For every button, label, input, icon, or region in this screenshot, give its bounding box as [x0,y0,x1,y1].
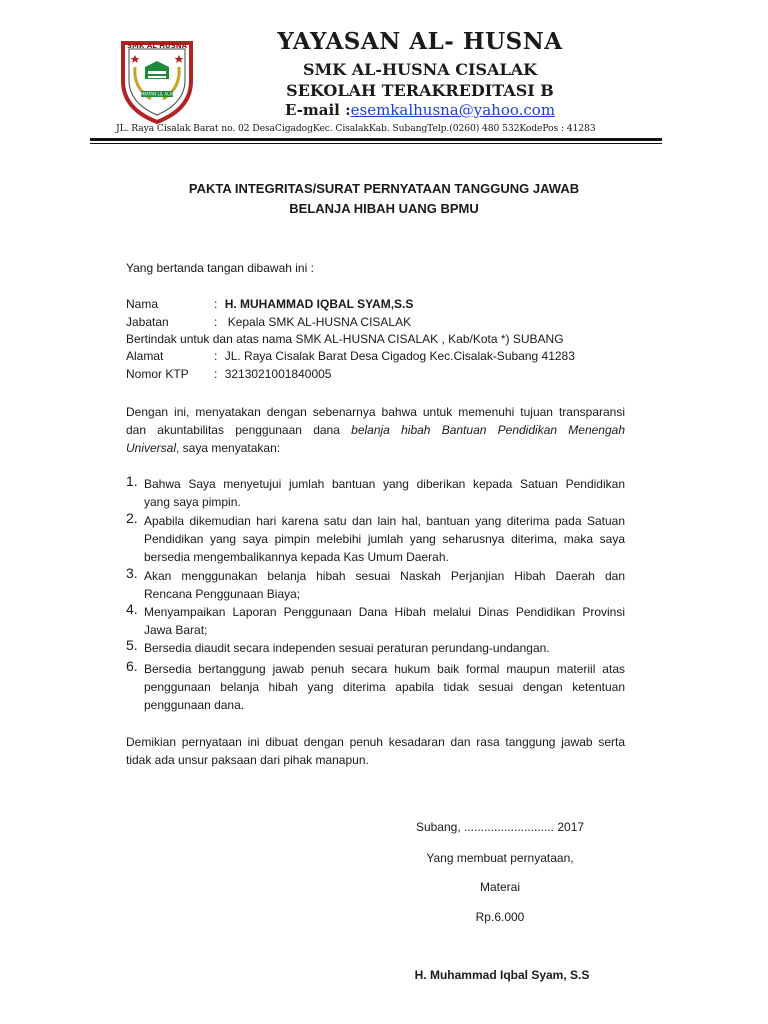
list-item: Bersedia bertanggung jawab penuh secara hukum baik formal maupun materiil atas penggunaan belanja hibah yang diterima apabila tidak sesuai dengan ketentuan penggunaan dana. [144,662,625,712]
email-label: E-mail : [284,101,351,119]
statement-line-2: dan akuntabilitas penggunaan dana belanja hibah Bantuan Pendidikan Menengah [126,423,625,437]
list-item: Bahwa Saya menyetujui jumlah bantuan yang diberikan kepada Satuan Pendidikan yang saya pimpin. [144,477,625,509]
intro-text: Yang bertanda tangan dibawah ini : [126,261,314,275]
document-title: PAKTA INTEGRITAS/SURAT PERNYATAAN TANGGUNG JAWAB [188,181,580,196]
email-line [200,101,640,119]
item-number: 1. [126,473,138,489]
colon: : [214,297,218,311]
name-row [214,295,413,313]
colon: : [214,349,218,363]
school-logo [115,33,199,125]
school-name: SMK AL-HUSNA CISALAK [302,60,538,79]
acting-line: Bertindak untuk dan atas nama SMK AL-HUSNA CISALAK , Kab/Kota *) SUBANG [126,332,564,346]
svg-text:RAHMATAN LIL ALAMIN: RAHMATAN LIL ALAMIN [134,91,180,97]
item-number: 5. [126,637,138,653]
item-number: 6. [126,658,138,674]
foundation-name: YAYASAN AL- HUSNA [277,28,563,55]
email-link[interactable]: esemkalhusna@yahoo.com [350,101,556,119]
list-item: Bersedia diaudit secara independen sesuai peraturan perundang-undangan. [144,641,550,655]
list-item: Akan menggunakan belanja hibah sesuai Naskah Perjanjian Hibah Daerah dan Rencana Penggunaan Biaya; [144,569,625,601]
accreditation: SEKOLAH TERAKREDITASI B [286,81,554,100]
colon: : [214,315,218,329]
place-date: Subang, ........................... 2017 [415,820,585,834]
document-subtitle: BELANJA HIBAH UANG BPMU [289,201,479,216]
signer-name: H. Muhammad Iqbal Syam, S.S [414,968,590,982]
stamp-label: Materai [479,880,520,894]
item-number: 4. [126,601,138,617]
list-item: Menyampaikan Laporan Penggunaan Dana Hibah melalui Dinas Pendidikan Provinsi Jawa Barat; [144,605,625,637]
position-label: Jabatan [126,315,169,329]
item-number: 3. [126,565,138,581]
stamp-value: Rp.6.000 [475,910,525,924]
ktp-row [214,365,331,383]
letterhead-rule [90,138,662,141]
position-row [214,313,411,331]
colon: : [214,367,218,381]
ktp-label: Nomor KTP [126,367,189,381]
statement-line-3: Universal, saya menyatakan: [126,441,281,455]
school-address: JL. Raya Cisalak Barat no. 02 DesaCigadogKec. CisalakKab. SubangTelp.(0260) 480 532KodePos : 41283 [116,123,596,134]
address-row [214,347,575,365]
name-label: Nama [126,297,159,311]
statement-paragraph [126,403,625,457]
letterhead-rule-thin [90,143,662,144]
logo-text: SMK AL HUSNA [126,42,188,50]
address-label: Alamat [126,349,164,363]
name-value: H. MUHAMMAD IQBAL SYAM,S.S [224,297,414,311]
maker-label: Yang membuat pernyataan, [426,851,574,865]
position-value: Kepala SMK AL-HUSNA CISALAK [227,315,412,329]
closing-paragraph: Demikian pernyataan ini dibuat dengan penuh kesadaran dan rasa tanggung jawab serta tidak ada unsur paksaan dari pihak manapun. [126,735,625,767]
item-number: 2. [126,510,138,526]
ktp-value: 3213021001840005 [224,367,332,381]
list-item: Apabila dikemudian hari karena satu dan lain hal, bantuan yang diterima pada Satuan Pendidikan yang saya pimpin melebihi jumlah yang seharusnya diterima, maka saya bersedia mengembalikannya kepada Kas Umum Daerah. [144,514,625,564]
statement-line-1: Dengan ini, menyatakan dengan sebenarnya bahwa untuk memenuhi tujuan transparansi [126,405,625,419]
address-value: JL. Raya Cisalak Barat Desa Cigadog Kec.Cisalak-Subang 41283 [224,349,575,363]
